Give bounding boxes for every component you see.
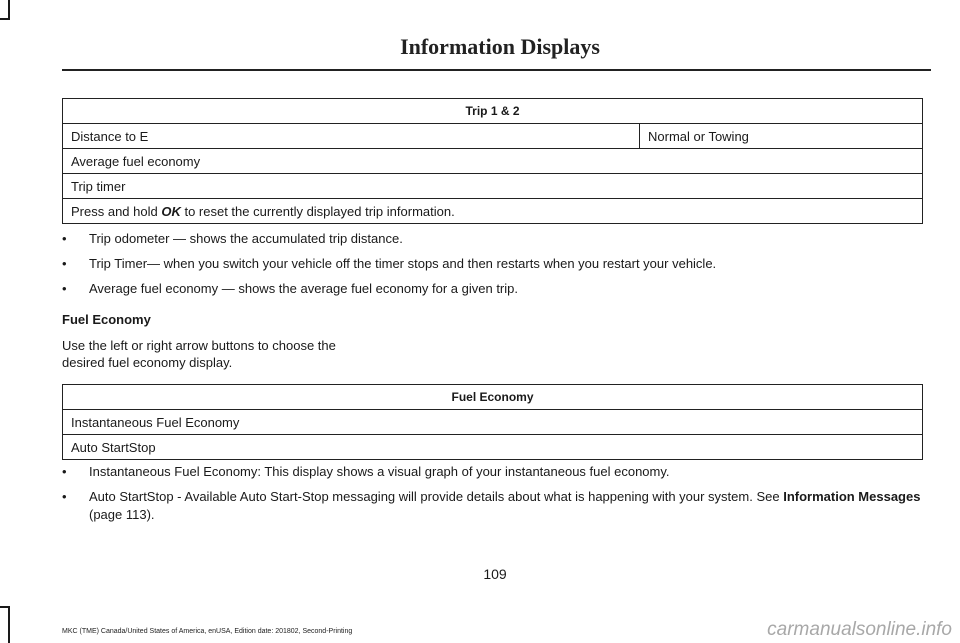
fuel-table-heading: Fuel Economy [63, 385, 923, 410]
page-title: Information Displays [400, 34, 600, 59]
reset-text-post: to reset the currently displayed trip information. [180, 203, 455, 219]
bullet-icon: • [62, 231, 67, 246]
ok-key-label: OK [161, 203, 181, 219]
trip-table [62, 98, 923, 224]
crop-mark-bottom-left-v [8, 608, 10, 643]
page-number: 109 [483, 566, 507, 582]
list-item-text-pre: Auto StartStop - Available Auto Start-Stop messaging will provide details about what is happening with your system. See [89, 489, 784, 504]
list-item-text: Instantaneous Fuel Economy: This display shows a visual graph of your instantaneous fuel economy. [89, 464, 670, 479]
list-item [62, 488, 932, 524]
list-item [62, 280, 932, 298]
list-item-text: Average fuel economy — shows the average fuel economy for a given trip. [89, 281, 518, 296]
crop-mark-top-left-v [8, 0, 10, 18]
list-item-text: Trip odometer — shows the accumulated trip distance. [89, 231, 403, 246]
reset-text-pre: Press and hold [71, 203, 162, 219]
list-item [62, 255, 932, 273]
trip-table-cell-avg-fuel: Average fuel economy [63, 149, 923, 174]
section-heading-fuel-economy: Fuel Economy [62, 312, 151, 327]
bullet-icon: • [62, 256, 67, 271]
bullet-icon: • [62, 464, 67, 479]
information-messages-link[interactable]: Information Messages [783, 489, 921, 504]
list-item [62, 230, 932, 248]
crop-mark-bottom-left-h [0, 606, 10, 608]
list-item-text-post: (page 113). [89, 507, 155, 522]
trip-table-cell-trip-timer: Trip timer [63, 174, 923, 199]
footer-edition-text: MKC (TME) Canada/United States of America, enUSA, Edition date: 201802, Second-Printing [62, 628, 353, 635]
fuel-table [62, 384, 923, 460]
trip-table-cell-distance: Distance to E [63, 124, 640, 149]
trip-table-cell-reset [63, 199, 923, 224]
trip-table-heading: Trip 1 & 2 [63, 99, 923, 124]
trip-table-cell-mode: Normal or Towing [640, 124, 923, 149]
fuel-table-cell-instantaneous: Instantaneous Fuel Economy [63, 410, 923, 435]
bullet-icon: • [62, 281, 67, 296]
fuel-economy-intro: Use the left or right arrow buttons to choose the desired fuel economy display. [62, 338, 336, 370]
fuel-bullet-list [62, 463, 932, 531]
trip-bullet-list [62, 230, 932, 305]
header-divider [62, 69, 931, 71]
fuel-table-cell-auto-startstop: Auto StartStop [63, 435, 923, 460]
list-item-text: Trip Timer— when you switch your vehicle off the timer stops and then restarts when you restart your vehicle. [89, 256, 717, 271]
watermark: carmanualsonline.info [767, 619, 952, 640]
crop-mark-top-left-h [0, 18, 10, 20]
bullet-icon: • [62, 489, 67, 504]
list-item [62, 463, 932, 481]
